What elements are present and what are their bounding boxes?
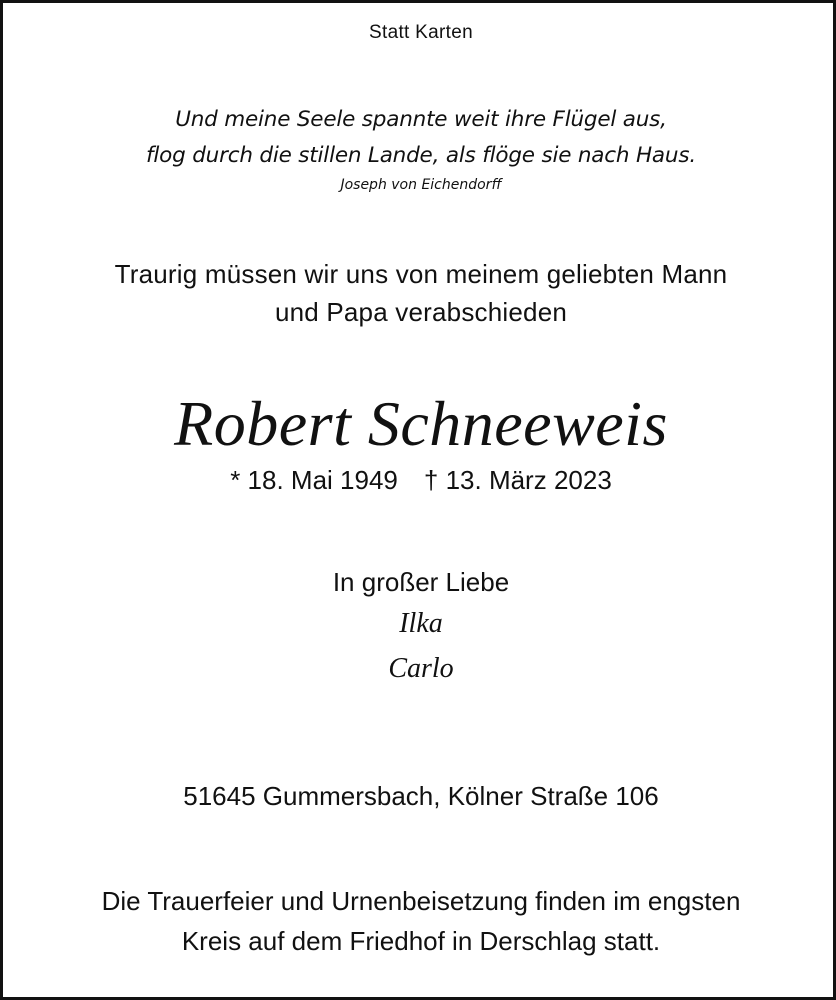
quote-line-1: Und meine Seele spannte weit ihre Flügel aus, <box>175 107 667 132</box>
mourner-name: Ilka <box>399 608 443 639</box>
mourner-name: Carlo <box>388 653 454 684</box>
intro-line-1: Traurig müssen wir uns von meinem geliebten Mann <box>114 259 728 289</box>
funeral-notice-line-2: Kreis auf dem Friedhof in Derschlag statt. <box>181 926 661 956</box>
quote-line-2: flog durch die stillen Lande, als flöge sie nach Haus. <box>146 143 696 168</box>
life-dates <box>3 465 836 496</box>
intro-line-2: und Papa verabschieden <box>274 297 568 327</box>
statt-karten-heading: Statt Karten <box>369 22 473 43</box>
quote-author: Joseph von Eichendorff <box>340 177 502 193</box>
mourners-intro: In großer Liebe <box>332 567 510 597</box>
death-date: † 13. März 2023 <box>423 465 612 495</box>
deceased-name: Robert Schneeweis <box>174 388 668 459</box>
funeral-notice-line-1: Die Trauerfeier und Urnenbeisetzung finden im engsten <box>101 886 741 916</box>
family-address: 51645 Gummersbach, Kölner Straße 106 <box>183 781 659 811</box>
birth-date: * 18. Mai 1949 <box>230 465 398 495</box>
